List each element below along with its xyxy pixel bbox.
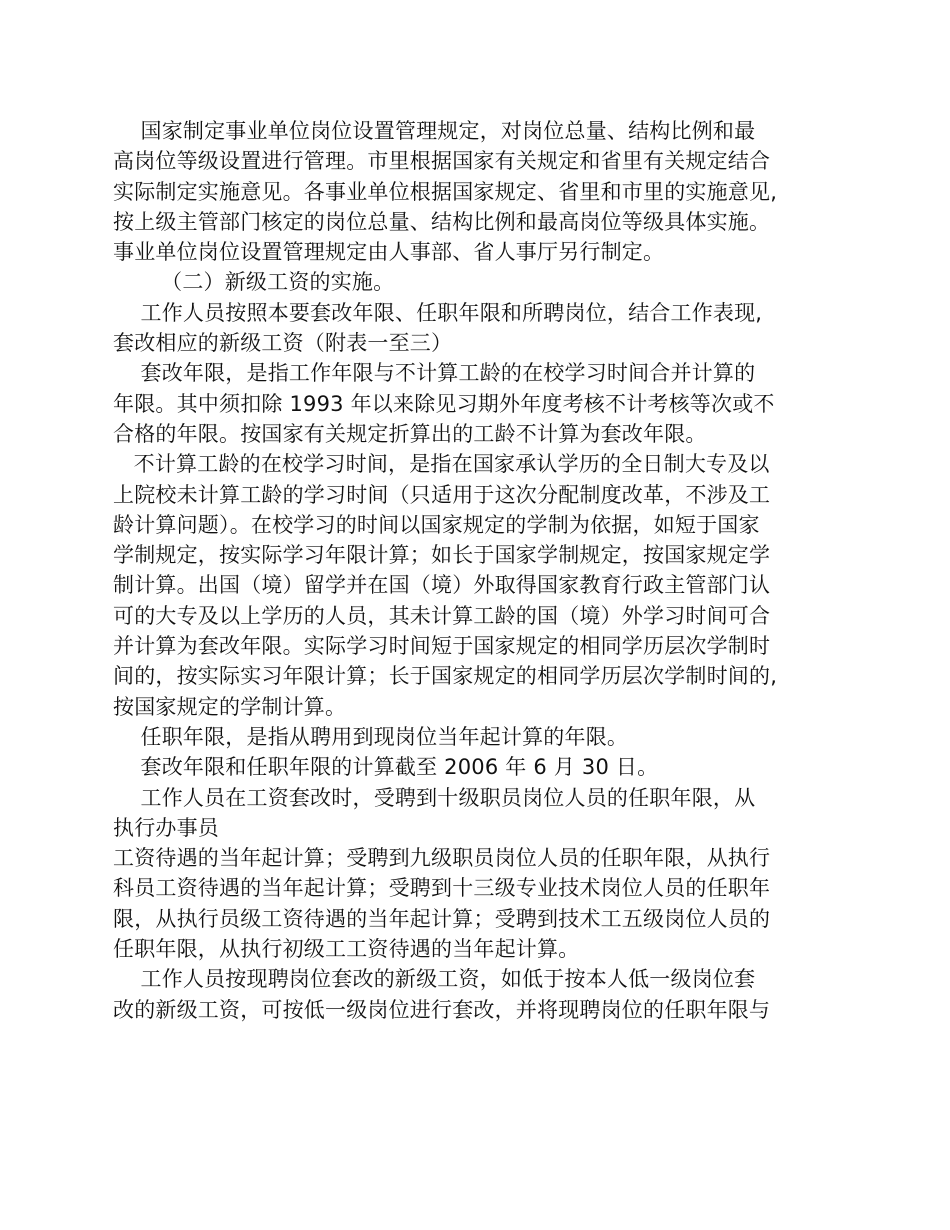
text-line: 学制规定，按实际学习年限计算；如长于国家学制规定，按国家规定学 xyxy=(113,543,771,568)
text-line: 工资待遇的当年起计算；受聘到九级职员岗位人员的任职年限，从执行 xyxy=(113,846,771,871)
text-line: 工作人员按照本要套改年限、任职年限和所聘岗位，结合工作表现, xyxy=(113,300,763,325)
text-line: 年限。其中须扣除 1993 年以来除见习期外年度考核不计考核等次或不 xyxy=(113,391,775,416)
text-line: 间的，按实际实习年限计算；长于国家规定的相同学历层次学制时间的, xyxy=(113,664,778,689)
text-line: 按国家规定的学制计算。 xyxy=(113,694,347,719)
text-line: 并计算为套改年限。实际学习时间短于国家规定的相同学历层次学制时 xyxy=(113,634,771,659)
text-line: 国家制定事业单位岗位设置管理规定，对岗位总量、结构比例和最 xyxy=(113,119,756,143)
text-line: 任职年限，是指从聘用到现岗位当年起计算的年限。 xyxy=(113,724,629,749)
text-line: 执行办事员 xyxy=(113,815,219,840)
text-line: 可的大专及以上学历的人员，其未计算工龄的国（境）外学习时间可合 xyxy=(113,603,771,628)
text-line: 按上级主管部门核定的岗位总量、结构比例和最高岗位等级具体实施。 xyxy=(113,209,771,234)
text-line: 限，从执行员级工资待遇的当年起计算；受聘到技术工五级岗位人员的 xyxy=(113,906,771,931)
text-line: 套改相应的新级工资（附表一至三） xyxy=(113,331,453,356)
text-line: 工作人员在工资套改时，受聘到十级职员岗位人员的任职年限，从 xyxy=(113,785,756,810)
text-line: 不计算工龄的在校学习时间，是指在国家承认学历的全日制大专及以 xyxy=(113,452,770,477)
text-line: 套改年限，是指工作年限与不计算工龄的在校学习时间合并计算的 xyxy=(113,361,756,386)
text-line: 合格的年限。按国家有关规定折算出的工龄不计算为套改年限。 xyxy=(113,421,707,446)
text-line: 套改年限和任职年限的计算截至 2006 年 6 月 30 日。 xyxy=(113,755,659,780)
text-line: 实际制定实施意见。各事业单位根据国家规定、省里和市里的实施意见, xyxy=(113,179,778,204)
text-line: 高岗位等级设置进行管理。市里根据国家有关规定和省里有关规定结合 xyxy=(113,149,771,174)
text-line: 上院校未计算工龄的学习时间（只适用于这次分配制度改革，不涉及工 xyxy=(113,482,771,507)
text-line: （二）新级工资的实施。 xyxy=(113,270,395,295)
text-line: 任职年限，从执行初级工工资待遇的当年起计算。 xyxy=(113,937,580,962)
document-body xyxy=(113,116,848,1025)
text-line: 科员工资待遇的当年起计算；受聘到十三级专业技术岗位人员的任职年 xyxy=(113,876,771,901)
text-line: 龄计算问题）。在校学习的时间以国家规定的学制为依据，如短于国家 xyxy=(113,512,760,537)
text-line: 改的新级工资，可按低一级岗位进行套改，并将现聘岗位的任职年限与 xyxy=(113,997,771,1022)
text-line: 事业单位岗位设置管理规定由人事部、省人事厅另行制定。 xyxy=(113,240,665,265)
text-line: 工作人员按现聘岗位套改的新级工资，如低于按本人低一级岗位套 xyxy=(113,967,756,992)
text-line: 制计算。出国（境）留学并在国（境）外取得国家教育行政主管部门认 xyxy=(113,573,771,598)
